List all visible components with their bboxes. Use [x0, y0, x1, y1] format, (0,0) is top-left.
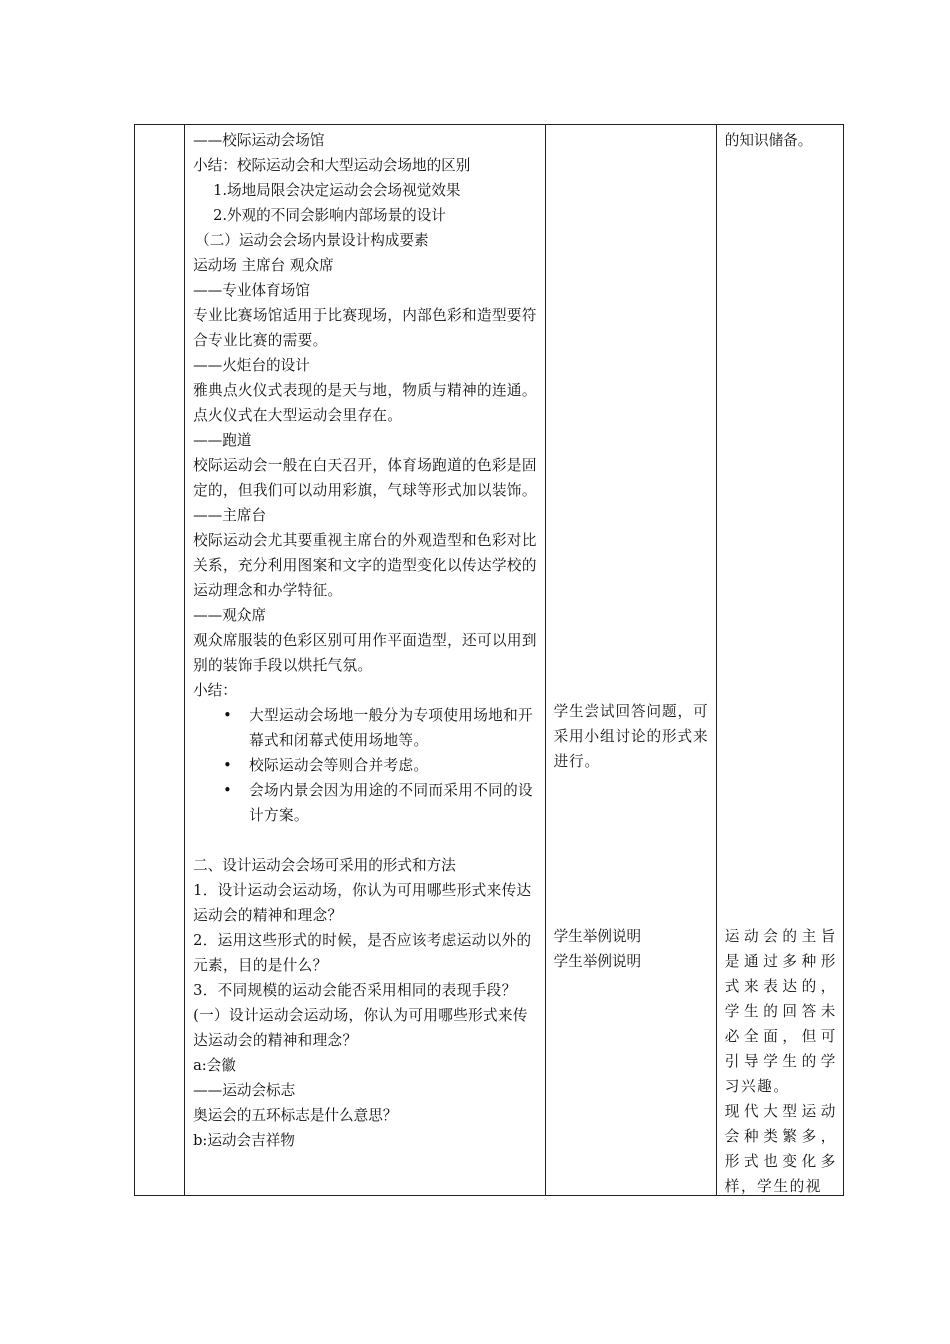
sub-question: (一）设计运动会运动场，你认为可用哪些形式来传达运动会的精神和理念？ [193, 1007, 528, 1049]
table-row [135, 125, 844, 1196]
text-line: （二）运动会会场内景设计构成要素 [195, 232, 429, 249]
section-heading: ——火炬台的设计 [193, 357, 310, 374]
lesson-plan-table [134, 124, 844, 1196]
section-heading: ——主席台 [193, 507, 267, 524]
text-line: ——校际运动会场馆 [193, 132, 325, 149]
intent-text: 的知识储备。 [724, 132, 813, 149]
list-item: • 校际运动会等则合并考虑。 [249, 753, 539, 778]
bullet-icon: • [223, 757, 233, 774]
text-line: 2.外观的不同会影响内部场景的设计 [213, 207, 446, 224]
intent-text: 运动会的主旨是通过多种形式来表达的，学生的回答未必全面，但可引导学生的学习兴趣。 [724, 928, 837, 1095]
section-heading: ——观众席 [193, 607, 267, 624]
bullet-icon: • [223, 707, 233, 724]
text-line: 小结：校际运动会和大型运动会场地的区别 [193, 157, 471, 174]
paragraph: 雅典点火仪式表现的是天与地，物质与精神的连通。点火仪式在大型运动会里存在。 [193, 382, 537, 424]
blank-column-cell [135, 125, 185, 1196]
text-line: 奥运会的五环标志是什么意思？ [193, 1107, 398, 1124]
intent-text: 现代大型运动会种类繁多，形式也变化多样，学生的视 [724, 1103, 837, 1195]
text-line: b:运动会吉祥物 [193, 1132, 295, 1149]
text-line: ——专业体育场馆 [193, 282, 310, 299]
section-heading: ——跑道 [193, 432, 252, 449]
bullet-icon: • [223, 782, 233, 799]
paragraph: 观众席服装的色彩区别可用作平面造型，还可以用到别的装饰手段以烘托气氛。 [193, 632, 537, 674]
section-heading: ——运动会标志 [193, 1082, 296, 1099]
list-item: • 会场内景会因为用途的不同而采用不同的设计方案。 [249, 778, 539, 828]
student-example-text: 学生举例说明 [553, 928, 642, 945]
paragraph: 校际运动会尤其要重视主席台的外观造型和色彩对比关系，充分利用图案和文字的造型变化以传达学校的运动理念和办学特征。 [193, 532, 537, 599]
question: 3．不同规模的运动会能否采用相同的表现手段？ [193, 982, 517, 999]
student-activity-cell [545, 125, 716, 1196]
section-title: 二、设计运动会会场可采用的形式和方法 [193, 857, 456, 874]
student-example-text: 学生举例说明 [553, 953, 642, 970]
summary-list [193, 703, 539, 828]
teaching-content-cell [185, 125, 546, 1196]
text-line: 运动场 主席台 观众席 [193, 257, 334, 274]
text-line: a:会徽 [193, 1057, 236, 1074]
summary-label: 小结： [193, 682, 237, 699]
question: 2．运用这些形式的时候，是否应该考虑运动以外的元素，目的是什么？ [193, 932, 532, 974]
question: 1．设计运动会运动场，你认为可用哪些形式来传达运动会的精神和理念？ [193, 882, 532, 924]
student-activity-text: 学生尝试回答问题，可采用小组讨论的形式来进行。 [553, 703, 709, 770]
list-item: • 大型运动会场地一般分为专项使用场地和开幕式和闭幕式使用场地等。 [249, 703, 539, 753]
paragraph: 校际运动会一般在白天召开，体育场跑道的色彩是固定的，但我们可以动用彩旗，气球等形式加以装饰。 [193, 457, 537, 499]
paragraph: 专业比赛场馆适用于比赛现场，内部色彩和造型要符合专业比赛的需要。 [193, 307, 537, 349]
design-intent-cell [716, 125, 843, 1196]
text-line: 1.场地局限会决定运动会会场视觉效果 [213, 182, 461, 199]
